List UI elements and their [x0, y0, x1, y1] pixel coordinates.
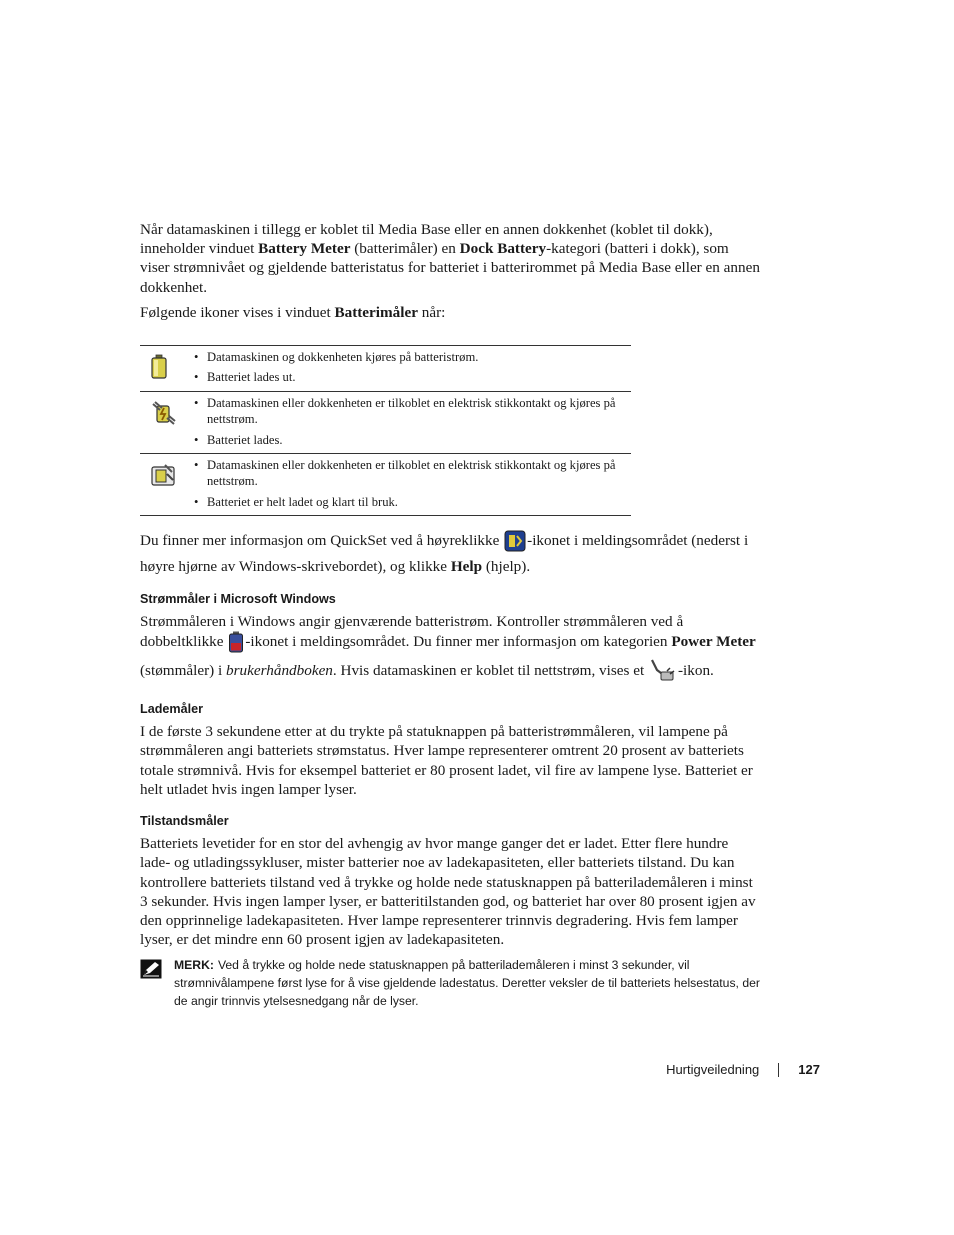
icons-intro-paragraph	[140, 303, 760, 322]
text-span: Følgende ikoner vises i vinduet	[140, 303, 335, 321]
page-content	[140, 220, 760, 1010]
text-span: (batterimåler) en	[350, 240, 460, 258]
page-footer	[666, 1062, 820, 1077]
text-span: . Hvis datamaskinen er koblet til nettstrøm, vises et	[332, 662, 648, 680]
footer-divider	[778, 1063, 779, 1077]
batterimaler-term: Batterimåler	[334, 303, 418, 321]
section-heading: Tilstandsmåler	[140, 814, 229, 829]
battery-icon	[150, 354, 168, 380]
intro-paragraph	[140, 220, 760, 297]
windows-battery-icon	[228, 631, 244, 658]
text-span: -ikonet i meldingsområdet (nederst i høyre hjørne av Windows-skrivebordet), og klikke	[140, 532, 749, 576]
text-span: (stømmåler) i	[140, 662, 227, 680]
description-cell	[185, 346, 631, 391]
icon-cell	[140, 346, 185, 391]
quickset-icon	[504, 530, 526, 557]
list-item: • Batteriet lades.	[185, 432, 631, 448]
note-text	[174, 957, 760, 1010]
section-heading: Lademåler	[140, 702, 203, 717]
section-charge-meter	[140, 701, 760, 799]
table-row	[140, 346, 631, 392]
user-guide-term: brukerhåndboken	[226, 662, 333, 680]
text-span: (hjelp).	[482, 558, 531, 576]
text-span: Du finner mer informasjon om QuickSet ved å høyreklikke	[140, 532, 504, 550]
power-meter-term: Power Meter	[671, 632, 756, 650]
text-span: -ikonet i meldingsområdet. Du finner mer informasjon om kategorien	[245, 632, 672, 650]
help-term: Help	[450, 558, 483, 576]
note-label: MERK:	[174, 958, 214, 973]
text-span: -ikon.	[678, 662, 714, 680]
health-meter-paragraph: Batteriets levetider for en stor del avhengig av hvor mange ganger det er ladet. Etter flere hundre lade- og utladingssykluser, mister batterier noe av ladekapasiteten, eller batteriets tilstand. Du kan kontrollere batteriets tilstand ved å trykke og holde nede statusknappen på batterilademåleren i minst 3 sekunder. Hvis ingen lamper lyser, er batteritilstanden god, og batteriet har over 80 prosent igjen av den opprinnelige ladekapasiteten. Hver lampe representerer trinnvis degradering. Hvis fem lamper lyser, er det mindre enn 60 prosent igjen av ladekapasiteten.	[140, 835, 756, 949]
text-span: Når datamaskinen i tillegg er koblet til Media Base eller en annen dokkenhet (koblet til dokk), inneholder vinduet	[140, 221, 713, 258]
battery-charging-plug-icon	[150, 400, 176, 426]
footer-section-title: Hurtigveiledning	[666, 1062, 760, 1077]
section-power-meter	[140, 591, 760, 688]
icon-cell	[140, 392, 185, 453]
list-item: • Batteriet lades ut.	[185, 369, 631, 385]
battery-meter-term: Battery Meter	[258, 240, 351, 258]
text-span: -kategori (batteri i dokk), som viser strømnivået og gjeldende batteristatus for batteriet i batterirommet på Media Base eller en annen dokkenhet.	[140, 240, 760, 296]
quickset-paragraph	[140, 530, 760, 576]
note-body: Ved å trykke og holde nede statusknappen på batterilademåleren i minst 3 sekunder, vil strømnivålampene først lyse for å vise gjeldende ladestatus. Deretter veksler de til batteriets helsestatus, der de angir trinnvis ytelsesnedgang når de lyser.	[174, 958, 760, 1008]
note-icon-cell	[140, 957, 174, 1010]
power-meter-paragraph	[140, 612, 760, 688]
charge-meter-paragraph: I de første 3 sekundene etter at du trykte på statuknappen på batteristrømmåleren, vil lampene på strømmåleren angi batteriets strømstatus. Hver lampe representerer omtrent 20 prosent av batteriets totale strømnivå. Hvis for eksempel batteriet er 80 prosent ladet, vil fire av lampene lyse. Batteriet er helt utladet hvis ingen lamper lyser.	[140, 723, 753, 798]
section-heading: Strømmåler i Microsoft Windows	[140, 591, 336, 606]
table-row	[140, 454, 631, 516]
list-item: • Batteriet er helt ladet og klart til bruk.	[185, 494, 631, 510]
ac-plug-icon	[649, 658, 677, 687]
text-span: når:	[417, 303, 446, 321]
table-row	[140, 392, 631, 454]
text-span: Strømmåleren i Windows angir gjenværende batteristrøm. Kontroller strømmåleren ved å dobbeltklikke	[140, 612, 684, 650]
icon-cell	[140, 454, 185, 515]
list-item: • Datamaskinen og dokkenheten kjøres på batteristrøm.	[185, 349, 631, 365]
description-cell	[185, 454, 631, 515]
list-item: • Datamaskinen eller dokkenheten er tilkoblet en elektrisk stikkontakt og kjøres på nettstrøm.	[185, 395, 631, 428]
pencil-note-icon	[140, 959, 162, 979]
dock-battery-term: Dock Battery	[459, 240, 547, 258]
battery-icon-table	[140, 345, 631, 516]
description-cell	[185, 392, 631, 453]
page-number: 127	[798, 1062, 820, 1077]
battery-full-plug-icon	[150, 462, 176, 488]
list-item: • Datamaskinen eller dokkenheten er tilkoblet en elektrisk stikkontakt og kjøres på nettstrøm.	[185, 457, 631, 490]
section-health-meter	[140, 813, 760, 949]
note-block	[140, 957, 760, 1010]
